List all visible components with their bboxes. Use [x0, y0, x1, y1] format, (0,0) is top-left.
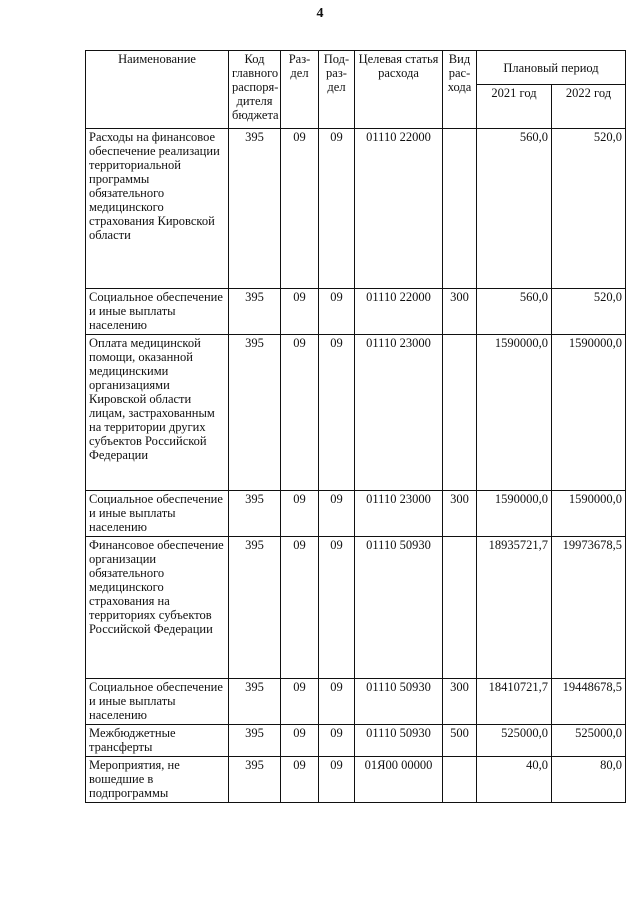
row-name: Социальное обеспечение и иные выплаты населению	[86, 679, 229, 725]
row-value-2021: 40,0	[477, 757, 552, 803]
row-type	[443, 129, 477, 289]
row-code: 395	[229, 335, 281, 491]
header-target-article: Целевая статья расхода	[355, 51, 443, 129]
row-section: 09	[281, 757, 319, 803]
budget-table	[85, 50, 626, 803]
row-code: 395	[229, 725, 281, 757]
row-code: 395	[229, 757, 281, 803]
row-type	[443, 537, 477, 679]
header-planning-period: Плановый период	[477, 51, 626, 85]
row-subsection: 09	[319, 129, 355, 289]
row-section: 09	[281, 725, 319, 757]
table-header	[86, 51, 626, 129]
table-row	[86, 289, 626, 335]
row-value-2021: 560,0	[477, 289, 552, 335]
row-subsection: 09	[319, 537, 355, 679]
row-subsection: 09	[319, 757, 355, 803]
row-type: 300	[443, 679, 477, 725]
row-code: 395	[229, 289, 281, 335]
row-name: Межбюджетные трансферты	[86, 725, 229, 757]
header-code: Код главного распоря-дителя бюджета	[229, 51, 281, 129]
row-type	[443, 757, 477, 803]
row-value-2022: 1590000,0	[552, 335, 626, 491]
table-row	[86, 491, 626, 537]
row-section: 09	[281, 537, 319, 679]
table-row	[86, 537, 626, 679]
row-code: 395	[229, 491, 281, 537]
row-article: 01110 50930	[355, 679, 443, 725]
row-article: 01110 50930	[355, 537, 443, 679]
row-article: 01110 22000	[355, 129, 443, 289]
row-value-2022: 520,0	[552, 289, 626, 335]
row-subsection: 09	[319, 491, 355, 537]
row-value-2021: 1590000,0	[477, 335, 552, 491]
page-number: 4	[316, 6, 324, 21]
row-value-2022: 520,0	[552, 129, 626, 289]
row-name: Оплата медицинской помощи, оказанной медицинскими организациями Кировской области лицам, застрахованным на территории других субъектов Российской Федерации	[86, 335, 229, 491]
header-year-2021: 2021 год	[477, 85, 552, 129]
header-expense-type: Вид рас-хода	[443, 51, 477, 129]
row-subsection: 09	[319, 335, 355, 491]
table-row	[86, 679, 626, 725]
row-name: Расходы на финансовое обеспечение реализации территориальной программы обязательного медицинского страхования Кировской области	[86, 129, 229, 289]
row-value-2022: 525000,0	[552, 725, 626, 757]
row-value-2021: 525000,0	[477, 725, 552, 757]
row-value-2021: 18935721,7	[477, 537, 552, 679]
table-row	[86, 725, 626, 757]
row-value-2021: 1590000,0	[477, 491, 552, 537]
row-name: Финансовое обеспечение организации обязательного медицинского страхования на территориях субъектов Российской Федерации	[86, 537, 229, 679]
row-value-2022: 19973678,5	[552, 537, 626, 679]
row-section: 09	[281, 335, 319, 491]
row-section: 09	[281, 679, 319, 725]
row-article: 01110 23000	[355, 491, 443, 537]
row-type: 300	[443, 289, 477, 335]
header-section: Раз-дел	[281, 51, 319, 129]
row-name: Социальное обеспечение и иные выплаты населению	[86, 491, 229, 537]
row-article: 01110 22000	[355, 289, 443, 335]
row-value-2021: 560,0	[477, 129, 552, 289]
row-section: 09	[281, 289, 319, 335]
table-row	[86, 129, 626, 289]
row-subsection: 09	[319, 725, 355, 757]
row-value-2022: 19448678,5	[552, 679, 626, 725]
row-article: 01110 23000	[355, 335, 443, 491]
row-subsection: 09	[319, 289, 355, 335]
row-type: 300	[443, 491, 477, 537]
row-type	[443, 335, 477, 491]
row-value-2022: 80,0	[552, 757, 626, 803]
row-code: 395	[229, 129, 281, 289]
row-name: Мероприятия, не вошедшие в подпрограммы	[86, 757, 229, 803]
row-section: 09	[281, 491, 319, 537]
row-type: 500	[443, 725, 477, 757]
row-article: 01Я00 00000	[355, 757, 443, 803]
row-subsection: 09	[319, 679, 355, 725]
header-name: Наименование	[86, 51, 229, 129]
row-article: 01110 50930	[355, 725, 443, 757]
header-subsection: Под-раз-дел	[319, 51, 355, 129]
row-code: 395	[229, 679, 281, 725]
row-section: 09	[281, 129, 319, 289]
table-row	[86, 335, 626, 491]
row-value-2022: 1590000,0	[552, 491, 626, 537]
row-code: 395	[229, 537, 281, 679]
table-row	[86, 757, 626, 803]
row-value-2021: 18410721,7	[477, 679, 552, 725]
header-year-2022: 2022 год	[552, 85, 626, 129]
row-name: Социальное обеспечение и иные выплаты населению	[86, 289, 229, 335]
